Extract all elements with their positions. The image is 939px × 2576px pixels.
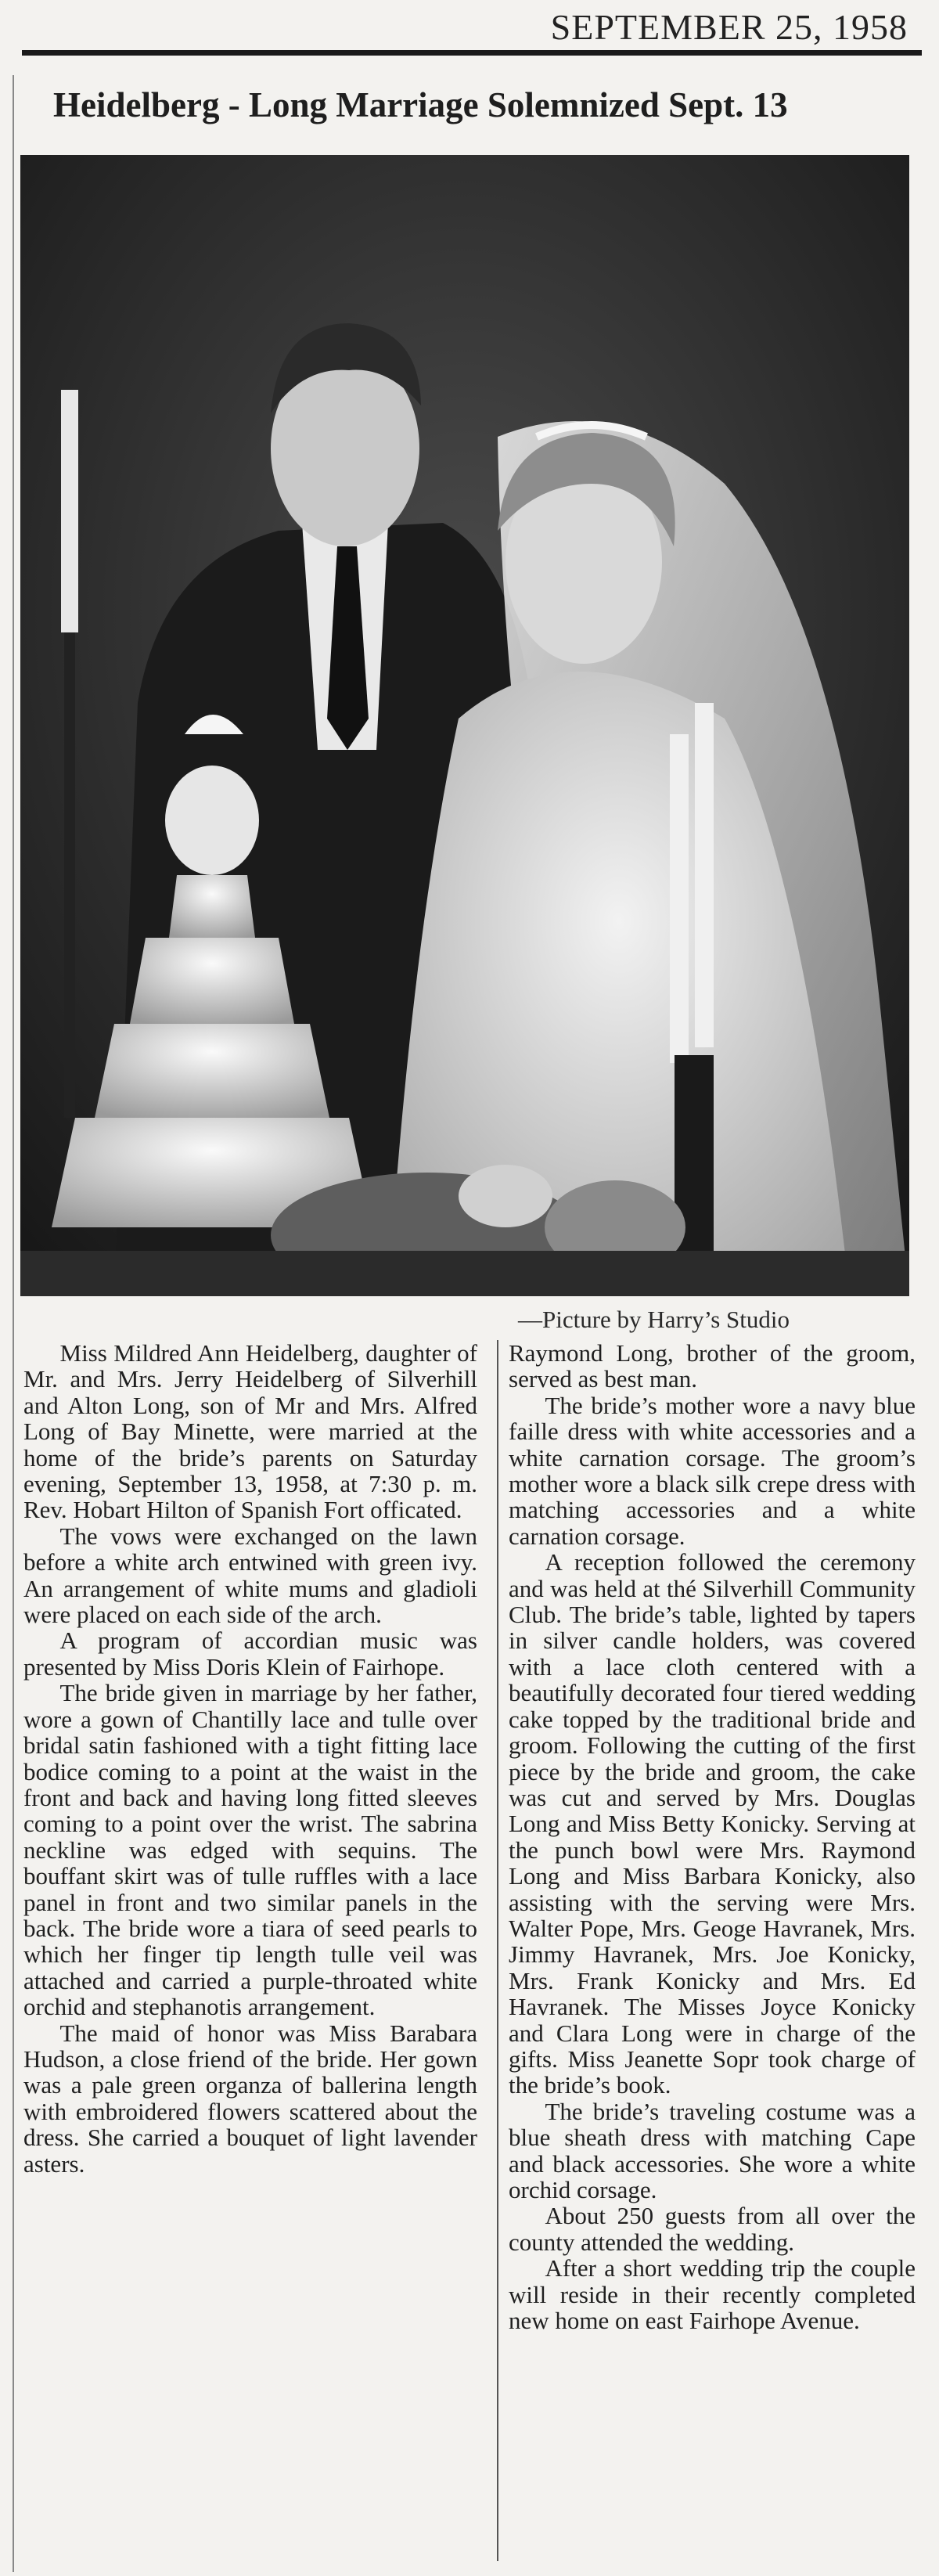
paragraph-continued: Raymond Long, brother of the groom, served as best man. bbox=[509, 1339, 916, 1393]
paragraph: Miss Mildred Ann Heidelberg, daughter of Mr. and Mrs. Jerry Heidelberg of Silverhill and Alton Long, son of Mr and Mrs. Alfred Long of Bay Minette, were married at the home of the bride’s parents on Saturday evening, September 13, 1958, at 7:30 p. m. Rev. Hobart Hilton of Spanish Fort officated. bbox=[23, 1339, 477, 1524]
paragraph: A reception followed the ceremony and was held at thé Silverhill Community Club. The bride’s table, lighted by tapers in silver candle holders, was covered with a lace cloth centered with a beautifully decorated four tiered wedding cake topped by the traditional bride and groom. Following the cutting of the first piece by the bride and groom, the cake was cut and served by Mrs. Douglas Long and Miss Betty Konicky. Serving at the punch bowl were Mrs. Raymond Long and Miss Barbara Konicky, also assisting with the serving were Mrs. Walter Pope, Mrs. Geoge Havranek, Mrs. Jimmy Havranek, Mrs. Joe Konicky, Mrs. Frank Konicky and Mrs. Ed Havranek. The Misses Joyce Konicky and Clara Long were in charge of the gifts. Miss Jeanette Sopr took charge of the bride’s book. bbox=[509, 1548, 916, 2099]
paragraph: The maid of honor was Miss Barabara Hudson, a close friend of the bride. Her gown was a pale green organza of ballerina length with embroidered flowers scattered about the dress. She carried a bouquet of light lavender asters. bbox=[23, 2019, 477, 2178]
article-column-2 bbox=[509, 1340, 916, 2333]
wedding-photo bbox=[20, 155, 909, 1296]
article-column-1 bbox=[23, 1340, 477, 2177]
header-rule bbox=[22, 50, 922, 56]
frame-rule bbox=[13, 75, 14, 2572]
paragraph: The bride’s traveling costume was a blue sheath dress with matching Cape and black accessories. She wore a white orchid corsage. bbox=[509, 2097, 916, 2203]
paragraph: About 250 guests from all over the county attended the wedding. bbox=[509, 2202, 916, 2256]
paragraph: The bride’s mother wore a navy blue faille dress with white accessories and a white carnation corsage. The groom’s mother wore a black silk crepe dress with matching accessories and a white carnation corsage. bbox=[509, 1391, 916, 1550]
paragraph: The bride given in marriage by her father, wore a gown of Chantilly lace and tulle over bridal satin fashioned with a tight fitting lace bodice coming to a point at the waist in the front and back and having long fitted sleeves coming to a point over the wrist. The sabrina neckline was edged with sequins. The bouffant skirt was of tulle ruffles with a lace panel in front and two similar panels in the back. The bride wore a tiara of seed pearls to which her finger tip length tulle veil was attached and carried a purple-throated white orchid and stephanotis arrangement. bbox=[23, 1679, 477, 2021]
paragraph: After a short wedding trip the couple will reside in their recently completed new home on east Fairhope Avenue. bbox=[509, 2254, 916, 2335]
paragraph: A program of accordian music was presented by Miss Doris Klein of Fairhope. bbox=[23, 1627, 477, 1681]
photo-credit: —Picture by Harry’s Studio bbox=[518, 1306, 790, 1333]
column-rule bbox=[497, 1340, 498, 2561]
page-date: SEPTEMBER 25, 1958 bbox=[550, 7, 908, 47]
headline: Heidelberg - Long Marriage Solemnized Sept. 13 bbox=[53, 85, 788, 124]
paragraph: The vows were exchanged on the lawn before a white arch entwined with green ivy. An arrangement of white mums and gladioli were placed on each side of the arch. bbox=[23, 1522, 477, 1629]
